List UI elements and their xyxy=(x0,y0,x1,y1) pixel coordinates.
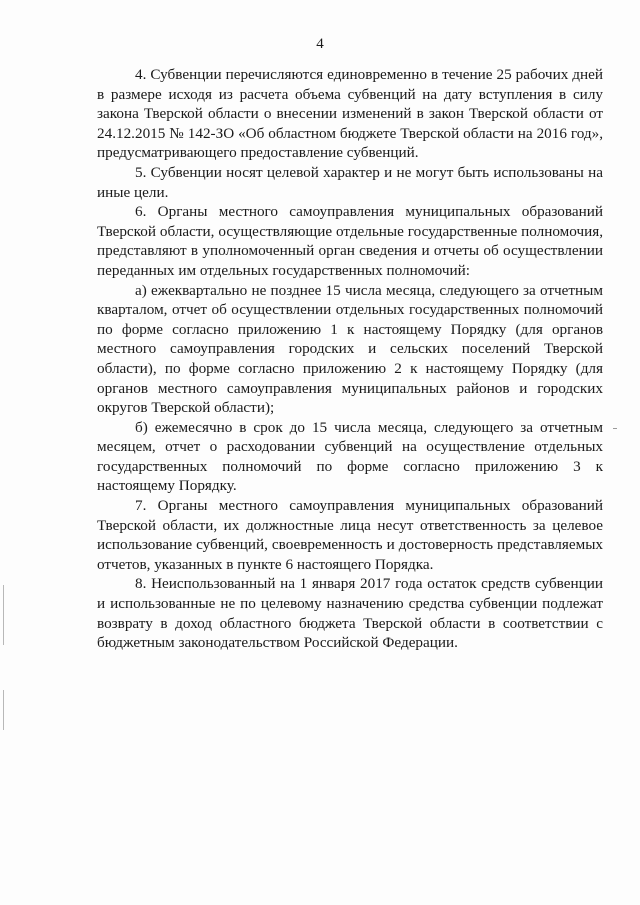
scan-edge-mark xyxy=(3,585,4,645)
paragraph-item-6: 6. Органы местного самоуправления муниципальных образований Тверской области, осуществляющие отдельные государственные полномочия, представляют в уполномоченный орган сведения и отчеты об осуществлении переданных им отдельных государственных полномочий: xyxy=(97,203,603,279)
paragraph-item-8: 8. Неиспользованный на 1 января 2017 года остаток средств субвенции и использованные не по целевому назначению средства субвенции подлежат возврату в доход областного бюджета Тверской области в соответствии с бюджетным законодательством Российской Федерации. xyxy=(97,575,603,652)
page-number: 4 xyxy=(316,36,324,52)
paragraph-item-4: 4. Субвенции перечисляются единовременно в течение 25 рабочих дней в размере исходя из расчета объема субвенций на дату вступления в силу закона Тверской области о внесении изменений в закон Тверской области от 24.12.2015 № 142-ЗО «Об областном бюджете Тверской области на 2016 год», предусматривающего предоставление субвенций. xyxy=(97,66,603,162)
subparagraph-b: б) ежемесячно в срок до 15 числа месяца, следующего за отчетным месяцем, отчет о расходовании субвенций на осуществление отдельных государственных полномочий по форме согласно приложению 3 к настоящему Порядку. xyxy=(97,418,603,495)
scan-speck xyxy=(613,428,617,429)
document-body xyxy=(97,65,603,653)
paragraph-item-7: 7. Органы местного самоуправления муниципальных образований Тверской области, их должностные лица несут ответственность за целевое использование субвенций, своевременность и достоверность представляемых отчетов, указанных в пункте 6 настоящего Порядка. xyxy=(97,497,603,573)
paragraph-item-5: 5. Субвенции носят целевой характер и не могут быть использованы на иные цели. xyxy=(97,163,603,201)
scan-edge-mark xyxy=(3,690,4,730)
subparagraph-a: а) ежеквартально не позднее 15 числа месяца, следующего за отчетным кварталом, отчет об осуществлении отдельных государственных полномочий по форме согласно приложению 1 к настоящему Порядку (для органов местного самоуправления городских и сельских поселений Тверской области), по форме согласно приложению 2 к настоящему Порядку (для органов местного самоуправления муниципальных районов и городских округов Тверской области); xyxy=(97,281,603,417)
